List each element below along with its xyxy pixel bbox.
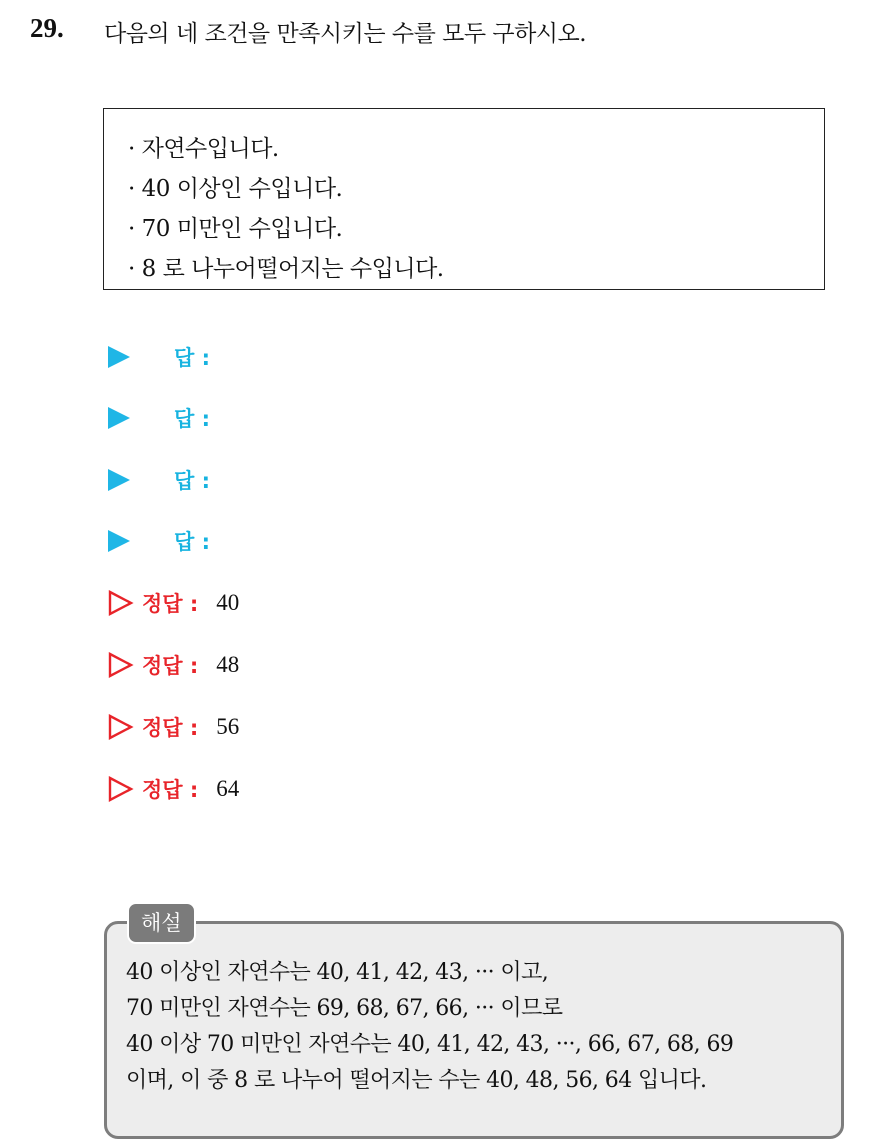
answer-label: 답 :	[174, 346, 210, 370]
solution-label: 정답 :	[142, 592, 199, 616]
solution-value: 40	[216, 590, 240, 615]
filled-triangle-right-icon	[108, 346, 130, 368]
solution-row	[108, 645, 239, 685]
answer-row[interactable]	[108, 398, 210, 438]
filled-triangle-right-icon	[108, 407, 130, 429]
answer-row[interactable]	[108, 521, 210, 561]
explanation-text	[126, 955, 838, 1099]
answer-label: 답 :	[174, 469, 210, 493]
answer-row[interactable]	[108, 337, 210, 377]
solution-row	[108, 707, 239, 747]
condition-item: · 40 이상인 수입니다.	[128, 176, 343, 202]
condition-item: · 70 미만인 수입니다.	[128, 216, 343, 242]
outline-triangle-right-icon	[108, 714, 134, 740]
explanation-line: 40 이상 70 미만인 자연수는 40, 41, 42, 43, ···, 66, 67, 68, 69	[126, 1032, 734, 1057]
explanation-line: 이며, 이 중 8 로 나누어 떨어지는 수는 40, 48, 56, 64 입니다.	[126, 1068, 707, 1093]
solution-row	[108, 769, 239, 809]
explanation-line: 70 미만인 자연수는 69, 68, 67, 66, ··· 이므로	[126, 996, 563, 1021]
filled-triangle-right-icon	[108, 530, 130, 552]
outline-triangle-right-icon	[108, 590, 134, 616]
solution-label: 정답 :	[142, 654, 199, 678]
conditions-box	[103, 108, 825, 290]
solution-row	[108, 583, 239, 623]
solution-value: 56	[216, 714, 240, 739]
solution-label: 정답 :	[142, 778, 199, 802]
question-text: 다음의 네 조건을 만족시키는 수를 모두 구하시오.	[104, 21, 587, 47]
outline-triangle-right-icon	[108, 776, 134, 802]
filled-triangle-right-icon	[108, 469, 130, 491]
condition-item: · 자연수입니다.	[128, 136, 279, 162]
answer-row[interactable]	[108, 460, 210, 500]
question-number: 29.	[30, 13, 64, 43]
solution-value: 64	[216, 776, 240, 801]
solution-value: 48	[216, 652, 240, 677]
answer-label: 답 :	[174, 407, 210, 431]
explanation-tag: 해설	[127, 902, 196, 944]
outline-triangle-right-icon	[108, 652, 134, 678]
answer-label: 답 :	[174, 530, 210, 554]
condition-item: · 8 로 나누어떨어지는 수입니다.	[128, 256, 444, 282]
solution-label: 정답 :	[142, 716, 199, 740]
explanation-line: 40 이상인 자연수는 40, 41, 42, 43, ··· 이고,	[126, 960, 549, 985]
